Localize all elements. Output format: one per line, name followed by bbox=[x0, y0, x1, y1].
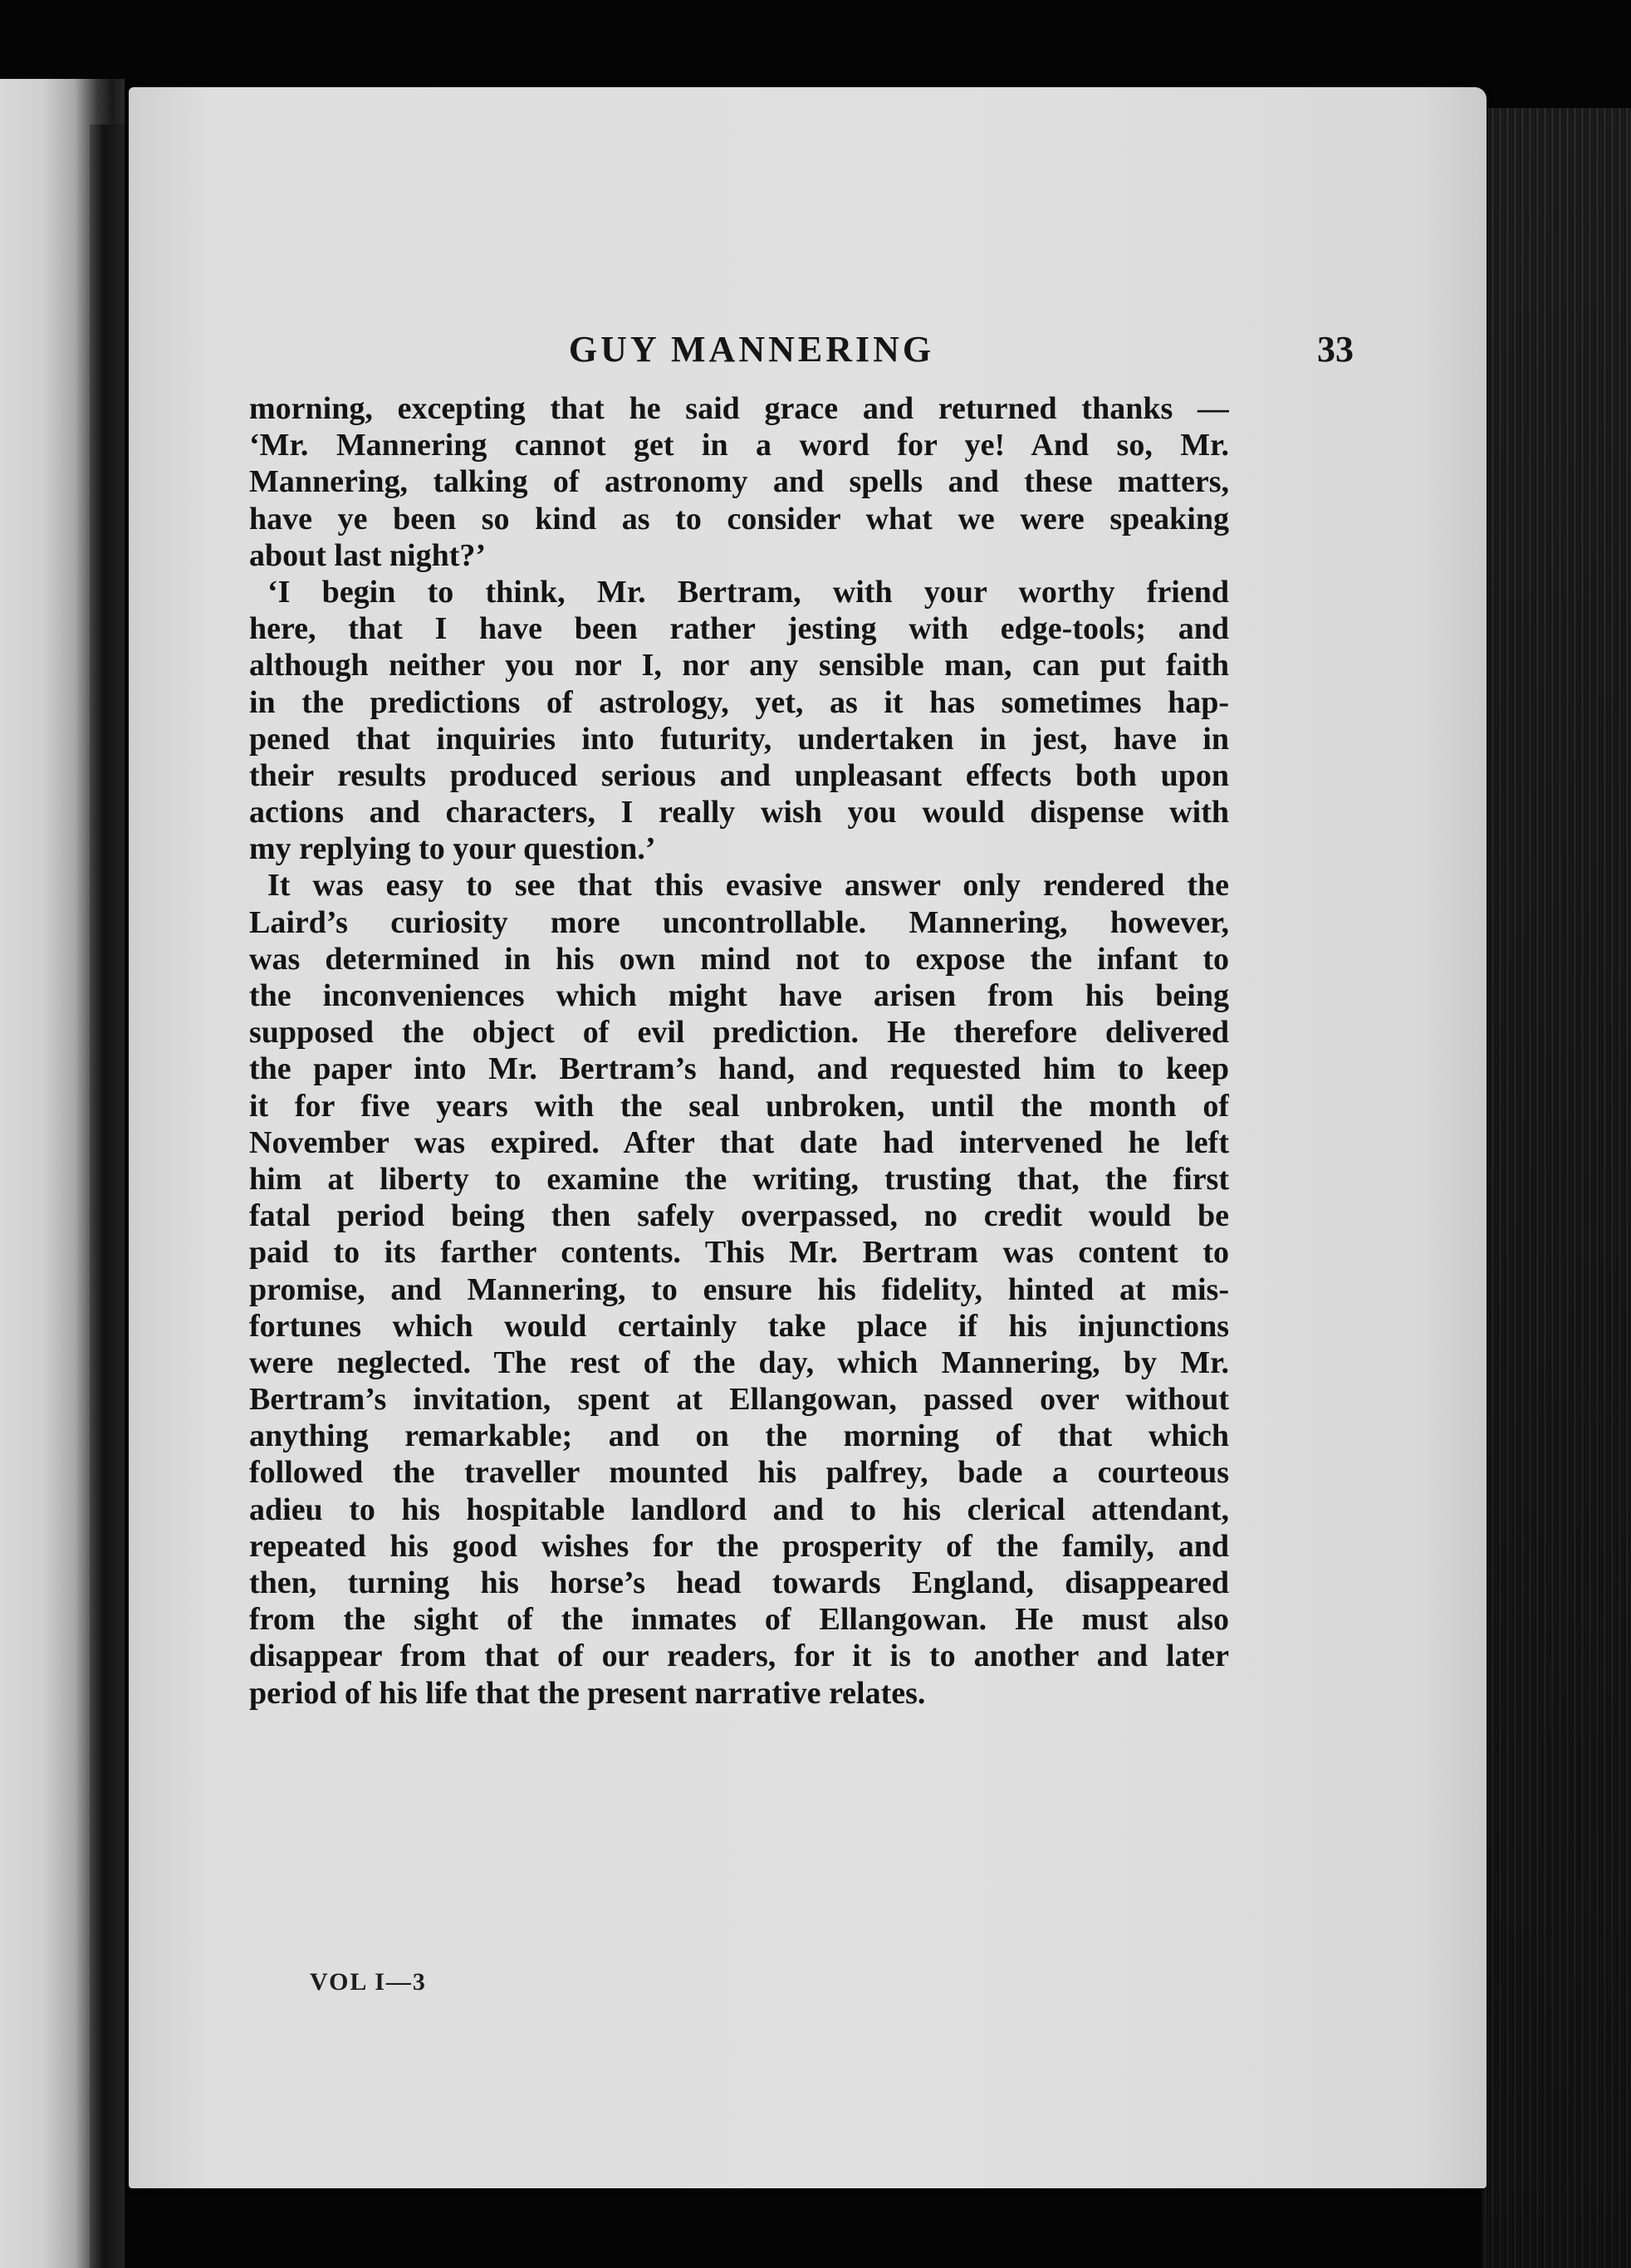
text-line: about last night?’ bbox=[249, 537, 487, 573]
text-line: fatal period being then safely overpassed, no credit would be bbox=[249, 1198, 1229, 1234]
text-line: pened that inquiries into futurity, undertaken in jest, have in bbox=[249, 721, 1229, 757]
text-line: paid to its farther contents. This Mr. Bertram was content to bbox=[249, 1235, 1229, 1271]
page-number: 33 bbox=[1317, 329, 1354, 370]
running-title: GUY MANNERING bbox=[568, 329, 935, 370]
running-head bbox=[129, 328, 1487, 370]
text-line: my replying to your question.’ bbox=[249, 831, 656, 867]
text-line: here, that I have been rather jesting with edge-tools; and bbox=[249, 611, 1229, 647]
text-line: Mannering, talking of astronomy and spells and these matters, bbox=[249, 464, 1229, 500]
text-line: were neglected. The rest of the day, which Mannering, by Mr. bbox=[249, 1345, 1229, 1380]
text-line: anything remarkable; and on the morning of that which bbox=[249, 1418, 1229, 1454]
text-line: period of his life that the present narrative relates. bbox=[249, 1675, 926, 1711]
text-line: November was expired. After that date had intervened he left bbox=[249, 1124, 1229, 1160]
signature-mark: VOL I—3 bbox=[310, 1968, 427, 1996]
text-line: it for five years with the seal unbroken, until the month of bbox=[249, 1088, 1229, 1124]
text-line: ‘Mr. Mannering cannot get in a word for ye! And so, Mr. bbox=[249, 428, 1229, 463]
text-line: Bertram’s invitation, spent at Ellangowan, passed over without bbox=[249, 1382, 1229, 1418]
text-line: then, turning his horse’s head towards England, disappeared bbox=[249, 1565, 1229, 1600]
book-gutter bbox=[90, 125, 125, 2268]
text-line: disappear from that of our readers, for it is to another and later bbox=[249, 1639, 1229, 1674]
text-line: actions and characters, I really wish you would dispense with bbox=[249, 795, 1229, 830]
body-text bbox=[249, 390, 1229, 1712]
book-page bbox=[129, 87, 1487, 2188]
text-line: in the predictions of astrology, yet, as it has sometimes hap- bbox=[249, 684, 1229, 720]
text-line: the paper into Mr. Bertram’s hand, and requested him to keep bbox=[249, 1051, 1229, 1087]
text-line: supposed the object of evil prediction. He therefore delivered bbox=[249, 1015, 1229, 1051]
text-line: their results produced serious and unpleasant effects both upon bbox=[249, 757, 1229, 793]
text-line: It was easy to see that this evasive answer only rendered the bbox=[267, 868, 1229, 904]
text-line: repeated his good wishes for the prosperity of the family, and bbox=[249, 1528, 1229, 1564]
text-line: him at liberty to examine the writing, trusting that, the first bbox=[249, 1161, 1229, 1197]
text-line: promise, and Mannering, to ensure his fidelity, hinted at mis- bbox=[249, 1271, 1229, 1307]
text-line: from the sight of the inmates of Ellangowan. He must also bbox=[249, 1602, 1229, 1638]
text-line: was determined in his own mind not to expose the infant to bbox=[249, 941, 1229, 977]
text-line: ‘I begin to think, Mr. Bertram, with your worthy friend bbox=[267, 574, 1229, 610]
text-line: followed the traveller mounted his palfrey, bade a courteous bbox=[249, 1455, 1229, 1491]
text-line: adieu to his hospitable landlord and to his clerical attendant, bbox=[249, 1492, 1229, 1527]
page-edges-shadow bbox=[1482, 108, 1631, 2268]
text-line: have ye been so kind as to consider what we were speaking bbox=[249, 501, 1229, 536]
text-line: Laird’s curiosity more uncontrollable. Mannering, however, bbox=[249, 904, 1229, 940]
text-line: fortunes which would certainly take place if his injunctions bbox=[249, 1308, 1229, 1344]
text-line: morning, excepting that he said grace and returned thanks — bbox=[249, 391, 1229, 426]
text-line: although neither you nor I, nor any sensible man, can put faith bbox=[249, 648, 1229, 683]
text-line: the inconveniences which might have arisen from his being bbox=[249, 978, 1229, 1013]
